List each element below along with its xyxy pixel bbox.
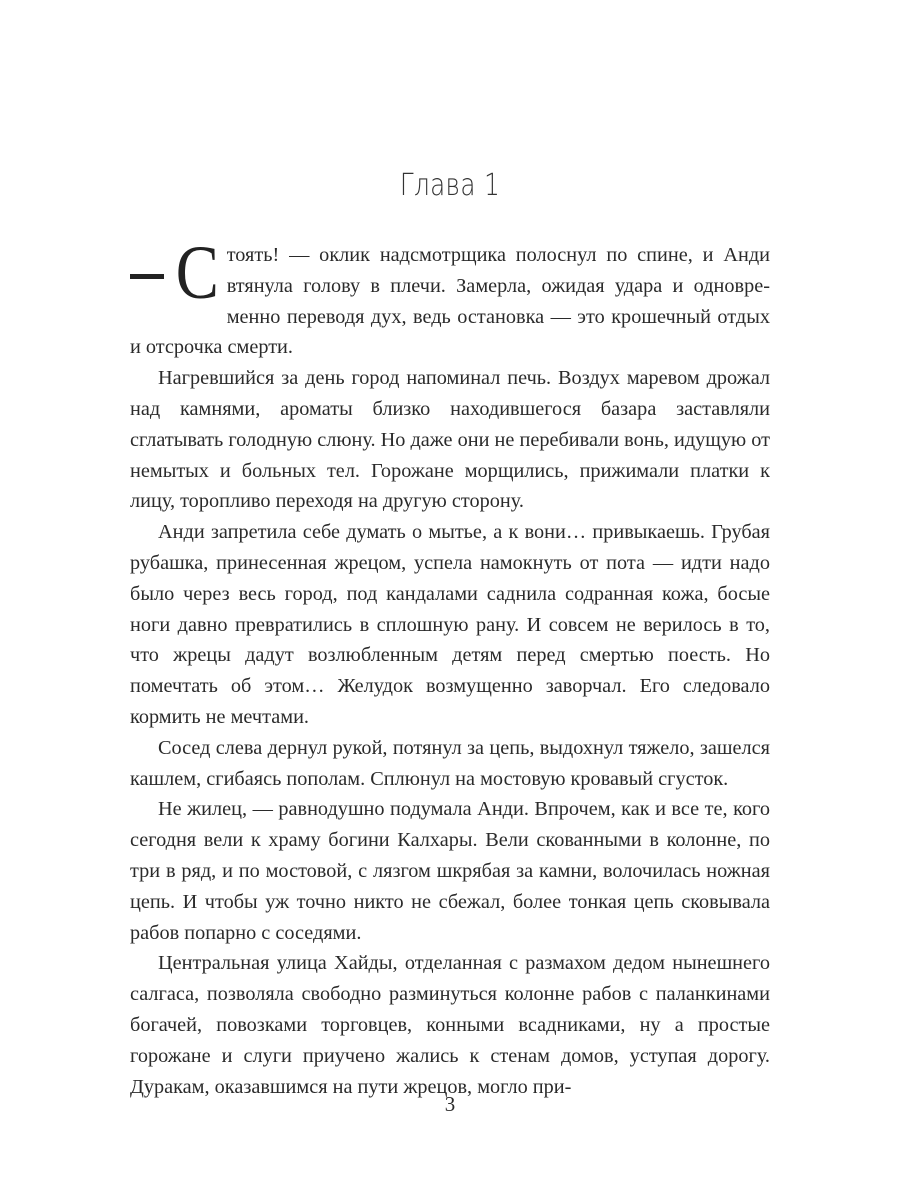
paragraph: Сосед слева дернул рукой, потянул за цепь, выдохнул тяжело, зашелся кашлем, сгибаясь пополам. Сплюнул на мостовую кровавый сгусток. (130, 736, 770, 790)
paragraph: Нагревшийся за день город напоминал печь. Воздух маревом дрожал над камнями, ароматы близко находившегося базара заставляли сглатывать голодную слюну. Но даже они не перебивали вонь, идущую от немытых и больных тел. Горожане морщились, прижимали платки к лицу, торопливо переходя на другую сторону. (130, 367, 771, 513)
paragraph (130, 231, 770, 363)
drop-cap-letter: С (175, 231, 219, 315)
paragraph: Анди запретила себе думать о мытье, а к вони… привыкаешь. Грубая рубашка, принесенная жрецом, успела намокнуть от пота — идти надо было через весь город, под кандалами саднила содранная кожа, босые ноги давно превратились в сплошную рану. И совсем не верилось в то, что жрецы дадут возлюбленным детям перед смертью поесть. Но помечтать об этом… Желудок возмущенно заворчал. Его следовало кормить не мечтами. (130, 521, 770, 728)
paragraph: Не жилец, — равнодушно подумала Анди. Впрочем, как и все те, кого сегодня вели к храму богини Калхары. Вели скованными в колонне, по три в ряд, и по мостовой, с лязгом шкрябая за камни, волочилась ножная цепь. И чтобы уж точно никто не сбежал, более тонкая цепь сковывала рабов попарно с соседями. (130, 798, 770, 944)
dialogue-dash (130, 274, 164, 279)
paragraph: Центральная улица Хайды, отделанная с размахом дедом нынешнего салгаса, позволяла свободно разминуться колонне рабов с паланкинами богачей, повозками торговцев, конными всадниками, ну а простые горожане и слуги приучено жались к стенам домов, уступая дорогу. Дуракам, оказавшимся на пути жрецов, могло при- (130, 952, 770, 1098)
drop-cap-block (130, 231, 223, 315)
page-number: 3 (444, 1092, 456, 1116)
paragraph-text: тоять! — оклик надсмотрщика полоснул по спине, и Анди втянула голову в плечи. Замерла, ожидая удара и одновременно переводя дух, ведь остановка — это крошечный отдых и отсрочка смерти. (130, 244, 770, 359)
body-text (130, 231, 771, 1102)
chapter-title: Глава 1 (399, 168, 501, 203)
